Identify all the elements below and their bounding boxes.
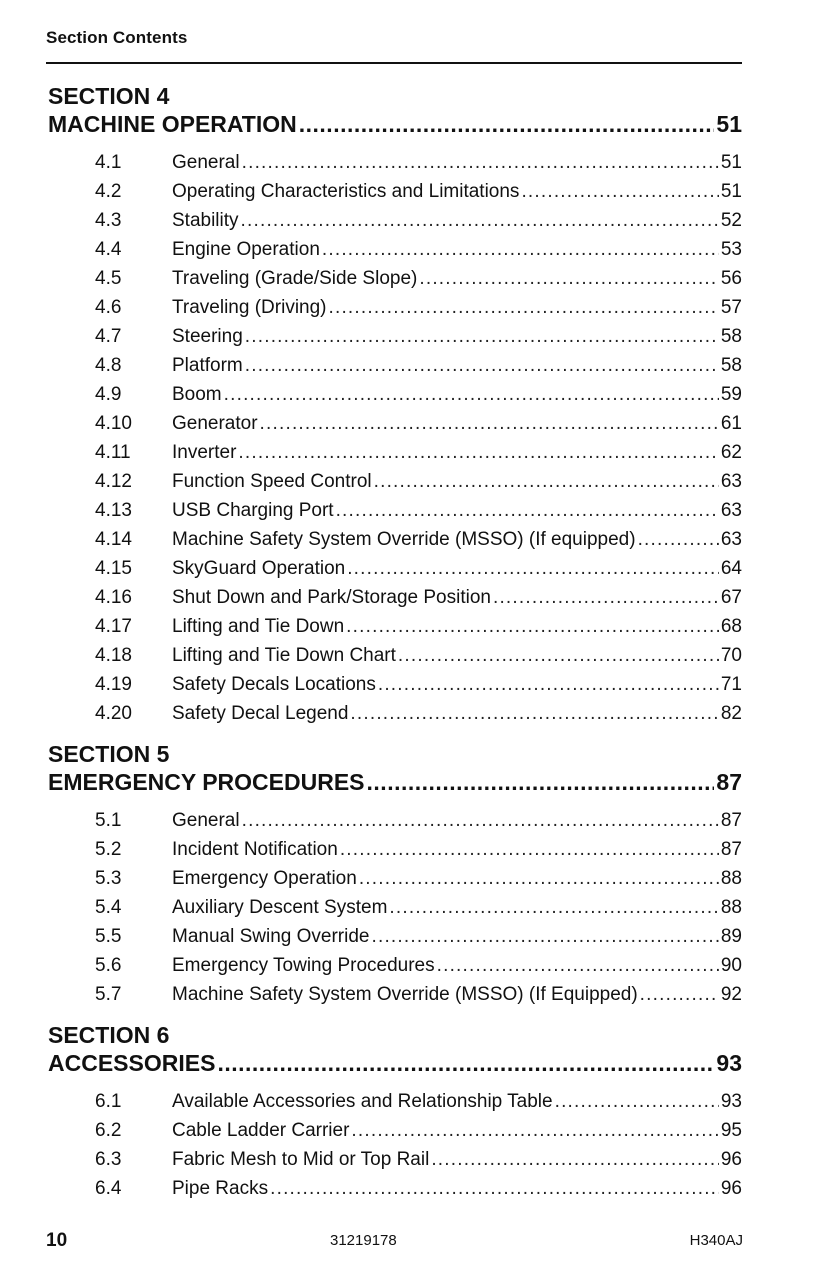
entry-label: Auxiliary Descent System [172,897,388,918]
entry-number: 4.11 [95,442,131,463]
section-page-number: 93 [716,1050,742,1076]
entry-page-number: 61 [720,413,742,434]
toc-entry[interactable] [95,1174,742,1203]
entry-page-number: 58 [720,355,742,376]
entry-number: 4.18 [95,645,132,666]
entry-page-number: 67 [720,587,742,608]
entry-page-number: 70 [720,645,742,666]
entry-page-number: 87 [720,839,742,860]
section-number: SECTION 5 [48,741,170,767]
toc-entry[interactable] [95,496,742,525]
entry-label: Inverter [172,442,237,463]
dot-leader [299,110,715,138]
entry-page-number: 51 [720,152,742,173]
entry-label: Emergency Towing Procedures [172,955,435,976]
toc-entry[interactable] [95,951,742,980]
entry-label: Safety Decals Locations [172,674,376,695]
entry-page-number: 58 [720,326,742,347]
entry-label: Steering [172,326,243,347]
entry-label: Machine Safety System Override (MSSO) (If Equipped) [172,984,638,1005]
toc-entry[interactable] [95,1087,742,1116]
dot-leader [347,554,719,583]
entry-number: 4.20 [95,703,132,724]
entry-page-number: 62 [720,442,742,463]
toc-entry[interactable] [95,922,742,951]
dot-leader [374,467,719,496]
entry-page-number: 88 [720,868,742,889]
entry-number: 4.12 [95,471,132,492]
entry-label: Available Accessories and Relationship Table [172,1091,553,1112]
dot-leader [437,951,719,980]
footer-document-number: 31219178 [330,1232,397,1249]
toc-entry[interactable] [95,1116,742,1145]
entry-number: 4.14 [95,529,132,550]
section-title: EMERGENCY PROCEDURES [48,769,365,795]
entry-label: Generator [172,413,258,434]
section-number: SECTION 4 [48,83,170,109]
dot-leader [371,922,718,951]
dot-leader [322,235,719,264]
dot-leader [270,1174,719,1203]
header-divider [46,62,742,64]
entry-number: 4.1 [95,152,122,173]
entry-label: USB Charging Port [172,500,334,521]
dot-leader [245,322,719,351]
entry-number: 4.3 [95,210,122,231]
section-title-link[interactable] [48,768,742,796]
section-title: ACCESSORIES [48,1050,216,1076]
entry-page-number: 59 [720,384,742,405]
dot-leader [351,1116,718,1145]
footer-page-number: 10 [46,1230,68,1251]
entry-number: 4.10 [95,413,132,434]
toc-entry[interactable] [95,206,742,235]
entry-label: General [172,152,240,173]
entry-page-number: 95 [720,1120,742,1141]
entry-number: 6.1 [95,1091,122,1112]
entry-page-number: 89 [720,926,742,947]
dot-leader [367,768,715,796]
toc-entry[interactable] [95,264,742,293]
entry-label: Fabric Mesh to Mid or Top Rail [172,1149,430,1170]
entry-number: 4.8 [95,355,122,376]
entry-page-number: 68 [720,616,742,637]
dot-leader [378,670,719,699]
entry-page-number: 63 [720,500,742,521]
section-page-number: 51 [716,111,742,137]
entry-number: 4.6 [95,297,122,318]
entry-number: 5.6 [95,955,122,976]
entry-number: 5.4 [95,897,122,918]
dot-leader [346,612,719,641]
toc-entry[interactable] [95,380,742,409]
entry-page-number: 96 [720,1178,742,1199]
entry-label: Stability [172,210,239,231]
entry-number: 4.9 [95,384,122,405]
dot-leader [241,206,719,235]
section-entries [48,1087,742,1203]
entry-page-number: 87 [720,810,742,831]
toc-entry[interactable] [95,864,742,893]
page-header-title: Section Contents [46,28,188,47]
toc-entry[interactable] [95,438,742,467]
entry-page-number: 96 [720,1149,742,1170]
entry-number: 4.5 [95,268,122,289]
dot-leader [260,409,719,438]
entry-label: Platform [172,355,243,376]
toc-section [48,82,742,728]
entry-label: Shut Down and Park/Storage Position [172,587,491,608]
entry-page-number: 64 [720,558,742,579]
entry-label: SkyGuard Operation [172,558,346,579]
entry-label: Function Speed Control [172,471,372,492]
toc-entry[interactable] [95,612,742,641]
entry-label: General [172,810,240,831]
entry-page-number: 90 [720,955,742,976]
dot-leader [217,1049,714,1077]
entry-label: Lifting and Tie Down [172,616,345,637]
toc-section [48,1021,742,1203]
dot-leader [493,583,719,612]
toc-entry[interactable] [95,148,742,177]
entry-label: Safety Decal Legend [172,703,349,724]
entry-page-number: 51 [720,181,742,202]
dot-leader [329,293,719,322]
entry-number: 4.13 [95,500,132,521]
section-title: MACHINE OPERATION [48,111,297,137]
toc-entry[interactable] [95,322,742,351]
toc-entry[interactable] [95,670,742,699]
entry-number: 6.2 [95,1120,122,1141]
toc-entry[interactable] [95,641,742,670]
entry-number: 4.15 [95,558,132,579]
entry-number: 5.1 [95,810,122,831]
toc-entry[interactable] [95,351,742,380]
toc-entry[interactable] [95,893,742,922]
toc-entry[interactable] [95,409,742,438]
dot-leader [242,806,719,835]
dot-leader [431,1145,719,1174]
dot-leader [398,641,719,670]
entry-page-number: 88 [720,897,742,918]
dot-leader [555,1087,719,1116]
section-page-number: 87 [716,769,742,795]
section-title-link[interactable] [48,1049,742,1077]
dot-leader [336,496,719,525]
toc-entry[interactable] [95,235,742,264]
entry-page-number: 63 [720,529,742,550]
toc-entry[interactable] [95,583,742,612]
entry-label: Engine Operation [172,239,320,260]
toc-entry[interactable] [95,467,742,496]
toc-entry[interactable] [95,699,742,728]
footer-model: H340AJ [689,1232,743,1249]
dot-leader [224,380,719,409]
section-entries [48,148,742,728]
entry-page-number: 82 [720,703,742,724]
entry-label: Lifting and Tie Down Chart [172,645,396,666]
dot-leader [350,699,718,728]
dot-leader [340,835,719,864]
entry-label: Cable Ladder Carrier [172,1120,350,1141]
entry-number: 6.4 [95,1178,122,1199]
toc-section [48,740,742,1009]
dot-leader [245,351,719,380]
entry-page-number: 92 [720,984,742,1005]
toc-entry[interactable] [95,806,742,835]
dot-leader [640,980,719,1009]
toc-entry[interactable] [95,525,742,554]
entry-label: Machine Safety System Override (MSSO) (If equipped) [172,529,636,550]
entry-label: Manual Swing Override [172,926,370,947]
entry-page-number: 56 [720,268,742,289]
dot-leader [238,438,718,467]
entry-number: 4.4 [95,239,122,260]
entry-label: Operating Characteristics and Limitations [172,181,520,202]
entry-label: Pipe Racks [172,1178,269,1199]
entry-number: 4.7 [95,326,122,347]
entry-label: Boom [172,384,222,405]
dot-leader [419,264,719,293]
toc-entry[interactable] [95,835,742,864]
toc-entry[interactable] [95,554,742,583]
entry-number: 4.16 [95,587,132,608]
entry-label: Traveling (Driving) [172,297,327,318]
toc-entry[interactable] [95,177,742,206]
entry-page-number: 57 [720,297,742,318]
toc-entry[interactable] [95,980,742,1009]
entry-page-number: 63 [720,471,742,492]
entry-number: 5.5 [95,926,122,947]
entry-number: 4.2 [95,181,122,202]
entry-number: 5.3 [95,868,122,889]
dot-leader [521,177,718,206]
entry-number: 4.19 [95,674,132,695]
entry-page-number: 53 [720,239,742,260]
entry-number: 6.3 [95,1149,122,1170]
entry-number: 5.2 [95,839,122,860]
entry-number: 5.7 [95,984,122,1005]
section-entries [48,806,742,1009]
entry-label: Traveling (Grade/Side Slope) [172,268,418,289]
section-number: SECTION 6 [48,1022,170,1048]
dot-leader [242,148,719,177]
entry-page-number: 52 [720,210,742,231]
entry-page-number: 93 [720,1091,742,1112]
entry-label: Incident Notification [172,839,338,860]
section-title-link[interactable] [48,110,742,138]
entry-label: Emergency Operation [172,868,357,889]
dot-leader [389,893,718,922]
dot-leader [359,864,719,893]
entry-page-number: 71 [720,674,742,695]
toc-entry[interactable] [95,1145,742,1174]
toc-entry[interactable] [95,293,742,322]
entry-number: 4.17 [95,616,132,637]
dot-leader [638,525,719,554]
